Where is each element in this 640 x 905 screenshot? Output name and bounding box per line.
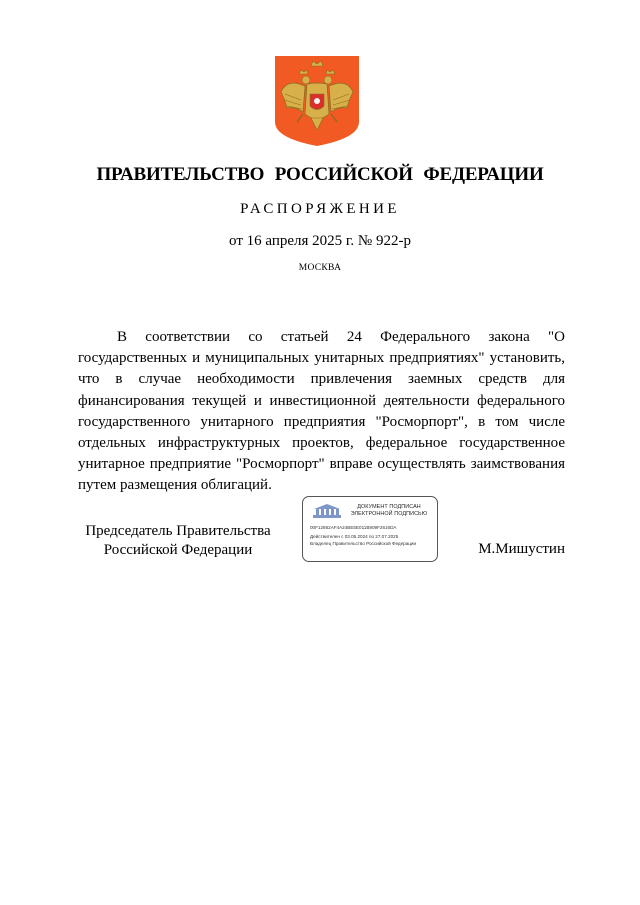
signer-position (78, 522, 278, 560)
order-paragraph: В соответствии со статьей 24 Федерального закона "О государственных и муниципальных унитарных предприятиях" установить, что в случае необходимости привлечения заемных средств для финансирования текущей и инвестиционной деятельности федерального государственного унитарного предприятия "Росморпорт", в том числе отдельных инфраструктурных проектов, федеральное государственное унитарное предприятие "Росморпорт" вправе осуществлять заимствования путем размещения облигаций. (78, 329, 565, 494)
stamp-owner: Владелец Правительство Российской Федерации (310, 541, 417, 546)
stamp-heading-line1: ДОКУМЕНТ ПОДПИСАН (357, 504, 421, 510)
stamp-heading-line2: ЭЛЕКТРОННОЙ ПОДПИСЬЮ (350, 511, 428, 517)
electronic-signature-stamp (302, 496, 438, 562)
state-emblem (275, 56, 359, 146)
stamp-validity: Действителен с 03.05.2024 по 27.07.2025 (310, 534, 399, 539)
document-date-number: от 16 апреля 2025 г. № 922-р (229, 233, 411, 249)
signer-name: М.Мишустин (478, 541, 565, 557)
document-type: РАСПОРЯЖЕНИЕ (240, 201, 400, 217)
stamp-certificate: 00F12862AF4A24BE5E011B909F2616DA (310, 525, 397, 530)
signer-position-line1: Председатель Правительства (85, 523, 271, 539)
document-city: МОСКВА (298, 263, 342, 273)
government-building-icon (311, 503, 343, 521)
stamp-heading (343, 504, 435, 518)
coat-of-arms-icon (275, 56, 359, 146)
organization-title: ПРАВИТЕЛЬСТВО РОССИЙСКОЙ ФЕДЕРАЦИИ (96, 164, 544, 185)
signer-position-line2: Российской Федерации (103, 542, 253, 558)
